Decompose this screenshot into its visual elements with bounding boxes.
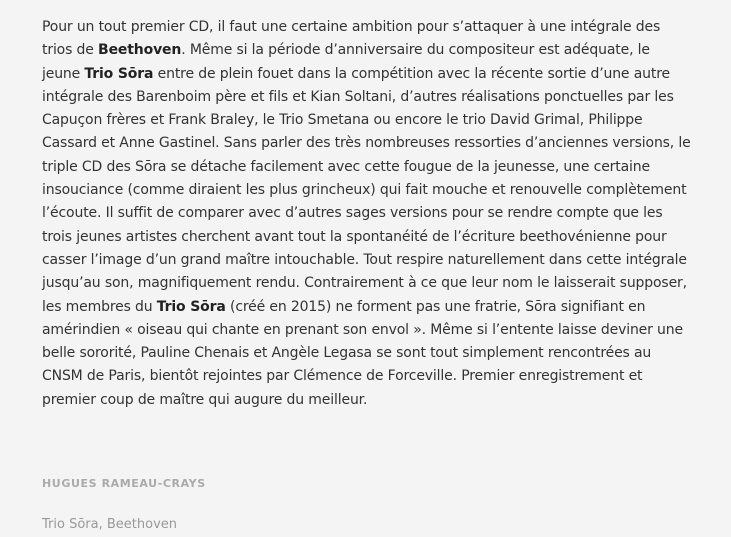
- tag-beethoven[interactable]: Beethoven: [106, 517, 177, 532]
- article-body: [42, 16, 692, 412]
- article-paragraph: [42, 16, 692, 412]
- article-text: (créé en 2015) ne forment pas une fratrie, Sōra signifiant en amérindien « oiseau qui chante en prenant son envol ». Même si l’entente laisse deviner une belle sororité, Pauline Chenais et Angèle Legasa se sont tout simplement rencontrées au CNSM de Paris, bientôt rejointes par Clémence de Forceville. Premier enregistrement et premier coup de maître qui augure du meilleur.: [42, 298, 683, 408]
- article-text: Pour un tout premier CD, il faut une certaine ambition pour s’attaquer à une intégrale des trios de: [42, 19, 661, 59]
- tag-trio-sora[interactable]: Trio Sōra: [42, 517, 99, 532]
- article-text: . Même si la période d’anniversaire du compositeur est adéquate, le jeune: [42, 42, 650, 82]
- article-bold-text: Beethoven: [98, 42, 182, 59]
- article-bold-text: Trio Sōra: [156, 298, 226, 315]
- tag-separator: ,: [98, 517, 107, 532]
- article-bold-text: Trio Sōra: [84, 65, 154, 82]
- author-name: HUGUES RAMEAU-CRAYS: [42, 477, 206, 490]
- tag-list: [42, 517, 177, 532]
- article-text: entre de plein fouet dans la compétition avec la récente sortie d’une autre intégrale des Barenboim père et fils et Kian Soltani, d’autres réalisations ponctuelles par les Capuçon frères et Frank Braley, le Trio Smetana ou encore le trio David Grimal, Philippe Cassard et Anne Gastinel. Sans parler des très nombreuses ressorties d’anciennes versions, le triple CD des Sōra se détache facilement avec cette fougue de la jeunesse, une certaine insouciance (comme diraient les plus grincheux) qui fait mouche et renouvelle complètement l’écoute. Il suffit de comparer avec d’autres sages versions pour se rendre compte que les trois jeunes artistes cherchent avant tout la spontanéité de l’écriture beethovénienne pour casser l’image d’un grand maître intouchable. Tout respire naturellement dans cette intégrale jusqu’au son, magnifiquement rendu. Contrairement à ce que leur nom le laisserait supposer, les membres du: [42, 65, 691, 315]
